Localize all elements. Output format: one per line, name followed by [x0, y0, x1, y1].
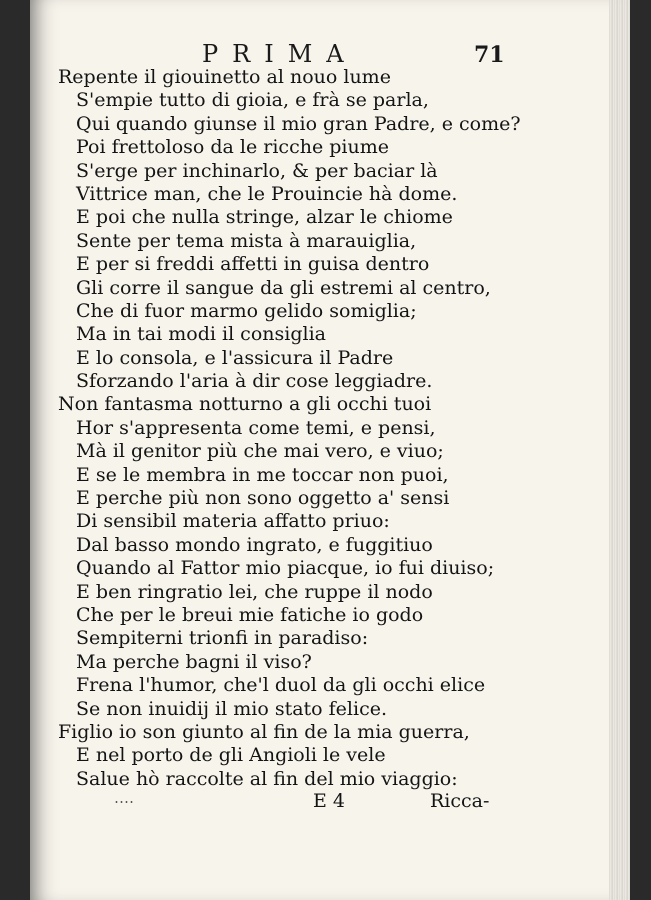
verse-line: Vittrice man, che le Prouincie hà dome.	[76, 182, 458, 205]
verse-line: Poi frettoloso da le ricche piume	[76, 136, 389, 159]
verse-line: E lo consola, e l'assicura il Padre	[76, 346, 394, 369]
verse-block	[58, 66, 618, 791]
verse-line: Hor s'appresenta come temi, e pensi,	[76, 416, 436, 439]
verse-line: Mà il genitor più che mai vero, e viuo;	[76, 440, 444, 463]
verse-line: Ma perche bagni il viso?	[76, 650, 312, 673]
verse-line: Ma in tai modi il consiglia	[76, 323, 326, 346]
verse-line: E per si freddi affetti in guisa dentro	[76, 253, 430, 276]
verse-line: Figlio io son giunto al fin de la mia guerra,	[58, 720, 470, 743]
verse-line: Quando al Fattor mio piacque, io fui diuiso;	[76, 557, 495, 580]
book-page	[30, 0, 630, 900]
verse-line: E se le membra in me toccar non puoi,	[76, 463, 449, 486]
running-title: PRIMA	[202, 40, 358, 68]
verse-line: Qui quando giunse il mio gran Padre, e come?	[76, 112, 521, 135]
verse-line: Salue hò raccolte al fin del mio viaggio:	[76, 767, 458, 790]
verse-line: Se non inuidij il mio stato felice.	[76, 697, 387, 720]
verse-line: E ben ringratio lei, che ruppe il nodo	[76, 580, 433, 603]
verse-line: Che di fuor marmo gelido somiglia;	[76, 299, 417, 322]
page-edge-decoration	[609, 0, 630, 900]
verse-line: E poi che nulla stringe, alzar le chiome	[76, 206, 453, 229]
verse-line: S'erge per inchinarlo, & per baciar là	[76, 159, 438, 182]
verse-line: Repente il giouinetto al nouo lume	[58, 66, 391, 88]
verse-line: Che per le breui mie fatiche io godo	[76, 603, 424, 626]
catchword: Ricca-	[430, 790, 490, 812]
verse-line: S'empie tutto di gioia, e frà se parla,	[76, 89, 429, 112]
verse-line: E perche più non sono oggetto a' sensi	[76, 487, 450, 510]
verse-line: Dal basso mondo ingrato, e fuggitiuo	[76, 533, 433, 556]
verse-line: Frena l'humor, che'l duol da gli occhi elice	[76, 674, 486, 697]
verse-line: Non fantasma notturno a gli occhi tuoi	[58, 393, 432, 416]
verse-line: Gli corre il sangue da gli estremi al centro,	[76, 276, 491, 299]
verse-line: Sforzando l'aria à dir cose leggiadre.	[76, 370, 433, 393]
verse-line: E nel porto de gli Angioli le vele	[76, 744, 386, 767]
signature-mark: E 4	[313, 790, 345, 812]
page-footer	[30, 790, 630, 820]
ink-speck-decoration	[114, 800, 134, 804]
page-number: 71	[474, 42, 505, 68]
verse-line: Sempiterni trionfi in paradiso:	[76, 627, 369, 650]
verse-line: Di sensibil materia affatto priuo:	[76, 510, 390, 533]
verse-line: Sente per tema mista à marauiglia,	[76, 229, 417, 252]
